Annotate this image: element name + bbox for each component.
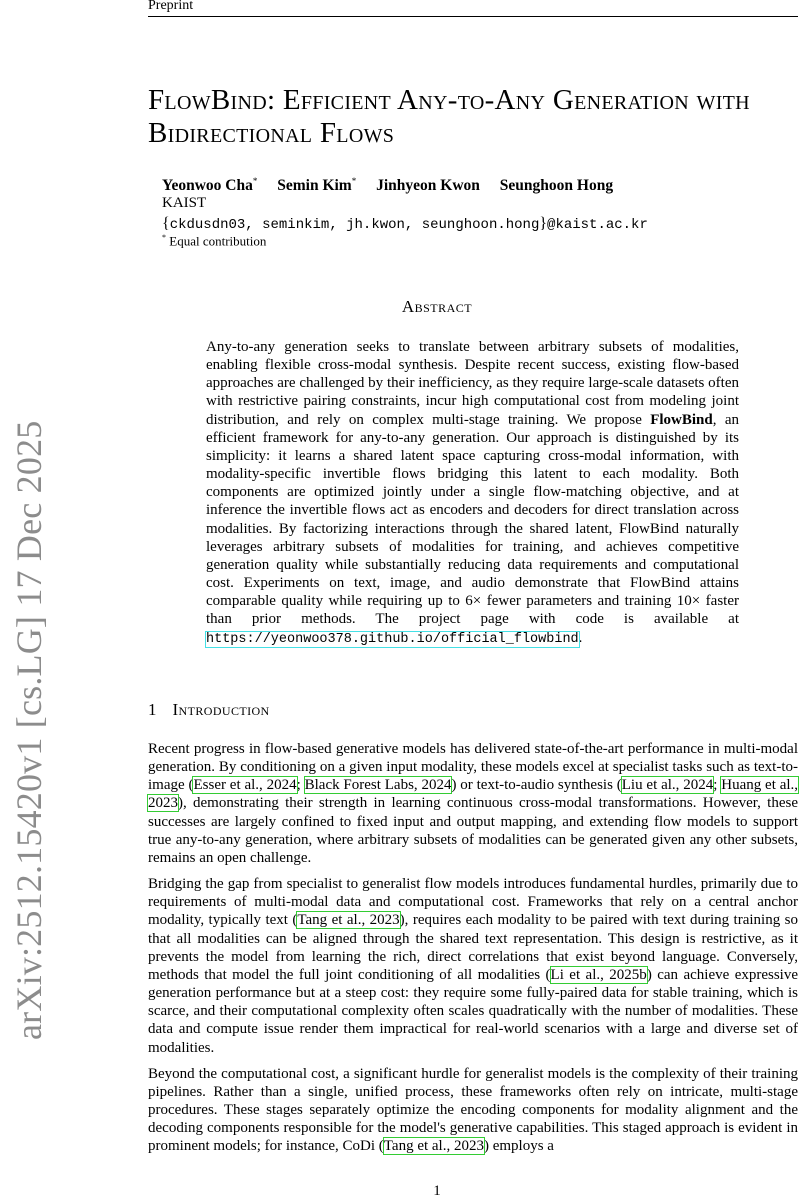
page-number: 1 [433,1183,441,1199]
citation-link[interactable]: Tang et al., 2023 [297,912,400,929]
affiliation: KAIST [162,195,207,211]
header-rule [148,16,798,17]
author-4: Seunghoon Hong [499,177,614,195]
citation-link[interactable]: Huang et al., 2023 [148,777,799,812]
paragraph: Beyond the computational cost, a significant hurdle for generalist models is the complexity of their training pipelines. Rather than a single, unified process, these frameworks often rely on intricate, multi-stage procedures. These stages separately optimize the encoding components for modality alignment and the decoding components responsible for the model's generative capabilities. This staged approach is evident in prominent models; for instance, CoDi (Tang et al., 2023) employs a [148,1065,798,1155]
citation-link[interactable]: Liu et al., 2024 [621,777,714,794]
equal-contribution-note: * Equal contribution [162,233,267,249]
abstract-heading: Abstract [401,297,473,316]
paper-title: FlowBind: Efficient Any-to-Any Generation with Bidirectional Flows [148,84,750,149]
author-1: Yeonwoo Cha* [162,176,258,195]
author-3: Jinhyeon Kwon [376,177,480,195]
citation-link[interactable]: Li et al., 2025b [550,966,647,983]
project-page-link[interactable]: https://yeonwoo378.github.io/official_flowbind [206,631,579,647]
citation-link[interactable]: Esser et al., 2024 [193,777,297,794]
author-list [162,176,629,195]
author-2: Semin Kim* [277,176,357,195]
paragraph: Bridging the gap from specialist to generalist flow models introduces fundamental hurdles, primarily due to requirements of multi-modal data and computational cost. Frameworks that rely on a central anchor modality, typically text (Tang et al., 2023), requires each modality to be paired with text during training so that all modalities can be aligned through the shared text representation. This design is restrictive, as it prevents the model from learning the rich, direct correlations that exist beyond language. Conversely, methods that model the full joint conditioning of all modalities (Li et al., 2025b) can achieve expressive generation performance but at a steep cost: they require some fully-paired data for stable training, which is scarce, and their computational complexity often scales quadratically with the number of modalities. These data and compute issue render them impractical for real-world scenarios with a large and diverse set of modalities. [148,876,799,1056]
author-emails[interactable]: {ckdusdn03, seminkim, jh.kwon, seunghoon.hong}@kaist.ac.kr [162,215,648,233]
citation-link[interactable]: Tang et al., 2023 [383,1138,484,1155]
introduction-body [148,740,798,1163]
abstract-body: Any-to-any generation seeks to translate between arbitrary subsets of modalities, enabling flexible cross-modal synthesis. Despite recent success, existing flow-based approaches are challenged by their inefficiency, as they require large-scale datasets often with restrictive pairing constraints, incur high computational cost from modeling joint distribution, and rely on complex multi-stage training. We propose FlowBind, an efficient framework for any-to-any generation. Our approach is distinguished by its simplicity: it learns a shared latent space capturing cross-modal information, with modality-specific invertible flows bridging this latent to each modality. Both components are optimized jointly under a single flow-matching objective, and at inference the invertible flows act as encoders and decoders for direct translation across modalities. By factorizing interactions through the shared latent, FlowBind naturally leverages arbitrary subsets of modalities for training, and achieves competitive generation quality while substantially reducing data requirements and computational cost. Experiments on text, image, and audio demonstrate that FlowBind attains comparable quality while requiring up to 6× fewer parameters and training 10× faster than prior methods. The project page with code is available at https://yeonwoo378.github.io/official_flowbind. [206,339,739,647]
section-heading: 1 Introduction [148,700,270,719]
citation-link[interactable]: Black Forest Labs, 2024 [304,777,452,794]
running-header: Preprint [148,0,194,13]
arxiv-identifier: arXiv:2512.15420v1 [cs.LG] 17 Dec 2025 [9,420,49,1040]
paragraph: Recent progress in flow-based generative models has delivered state-of-the-art performance in multi-modal generation. By conditioning on a given input modality, these models excel at specialist tasks such as text-to-image (Esser et al., 2024; Black Forest Labs, 2024) or text-to-audio synthesis (Liu et al., 2024; Huang et al., 2023), demonstrating their strength in learning continuous cross-modal transformations. However, these successes are largely confined to fixed input and output mapping, and extending flow models to support true any-to-any generation, where arbitrary subsets of modalities can be generated given any other subsets, remains an open challenge. [148,741,799,866]
method-name: FlowBind [650,411,713,428]
